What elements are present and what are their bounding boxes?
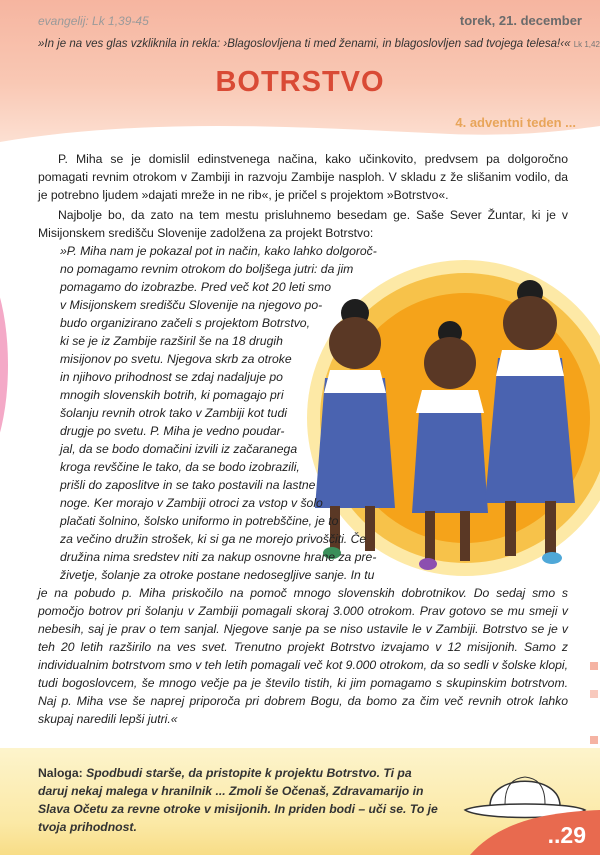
gospel-quote-ref: Lk 1,42 — [573, 40, 600, 49]
quote-line: in njihovo prihodnost se zdaj nadaljuje po — [60, 370, 283, 384]
quote-line: v Misijonskem središču Slovenije na njegovo po- — [60, 298, 323, 312]
quote-line: za večino družin strošek, ki si ga ne morejo privoščiti. Če — [60, 532, 367, 546]
quote-line: šolanju revnih otrok tako v Zambiji kot tudi — [60, 406, 287, 420]
deco-square — [590, 662, 598, 670]
quote-line: prišli do zaposlitve in se tako postavili na lastne — [60, 478, 316, 492]
quote-line: plačati šolnino, šolsko uniformo in potrebščine, je to — [60, 514, 339, 528]
quote-continuation: je na pobudo p. Miha priskočilo na pomoč mnogo slovenskih dobrotnikov. Do sedaj smo s pomočjo botrov pri šolanju v Zambiji pomagali skoraj 3.000 otrokom. Prav gotovo se mu smeji v nebesih, saj je prav o tem sanjal. Njegove sanje pa se niso ustavile le v Zambiji. Botrstvo se je v teh 20 letih razširilo na ves svet. Trenutno projekt Botrstvo izvajamo v 12 misijonih. Samo z individualnim botrstvom smo v teh letih pomagali več kot 9.000 otrokom, da so sedli v šolske klopi, tudi bogoslovcem, še mnogo večje pa je število tistih, ki jim pomagamo s skupinskim botrstvom. Naj p. Miha vse še naprej priporoča pri dobrem Bogu, da bomo za čim več revnih otrok lahko skupaj naredili lepši jutri.« — [38, 586, 568, 726]
task-box — [38, 764, 438, 836]
page-title: BOTRSTVO — [215, 66, 385, 98]
paragraph-1: P. Miha se je domislil edinstvenega načina, kako učinkovito, predvsem pa dolgoročno pomagati revnim otrokom v Zambiji in razvoju Zambije nasploh. V skladu z že slišanim vodilo, da je potrebno ljudem »dajati mreže in ne rib«, je pričel s projektom »Botrstvo«. — [38, 152, 568, 202]
advent-week: 4. adventni teden ... — [455, 115, 576, 130]
deco-square — [590, 736, 598, 744]
quote-line: živetje, šolanje za otroke postane nedosegljive sanje. In tu — [60, 568, 375, 582]
task-label: Naloga: — [38, 766, 83, 780]
deco-square — [590, 690, 598, 698]
paragraph-2: Najbolje bo, da zato na tem mestu prisluhnemo besedam ge. Saše Sever Žuntar, ki je v Misijonskem središču Slovenije zadolžena za projekt Botrstvo: — [38, 208, 568, 240]
date: torek, 21. december — [459, 13, 582, 28]
quote-line: kroga revščine le tako, da se bodo izobrazili, — [60, 460, 300, 474]
gospel-quote — [38, 38, 600, 50]
gospel-reference: evangelij: Lk 1,39-45 — [38, 14, 149, 28]
quote-line: no pomagamo revnim otrokom do boljšega jutri: da jim — [60, 262, 354, 276]
task-text: Spodbudi starše, da pristopite k projektu Botrstvo. Ti pa daruj nekaj malega v hranilnik ... Zmoli še Očenaš, Zdravamarijo in Slava Očetu za revne otroke v misijonih. In priden bodi – uči se. To je tvoja prihodnost. — [38, 766, 438, 834]
quote-line: ki se je iz Zambije razširil še na 18 drugih — [60, 334, 283, 348]
left-decoration — [0, 245, 20, 485]
gospel-quote-text: »In je na ves glas vzkliknila in rekla: ›Blagoslovljena ti med ženami, in blagoslovljen sad tvojega telesa!‹« — [38, 38, 571, 50]
quote-line: pomagamo do izobrazbe. Pred več kot 20 leti smo — [60, 280, 331, 294]
quote-line: budo organizirano začeli s projektom Botrstvo, — [60, 316, 310, 330]
page-number: ..29 — [547, 822, 586, 848]
quote-line: drugje po svetu. P. Miha je vedno poudar- — [60, 424, 285, 438]
quote-line: noge. Ker morajo v Zambiji otroci za vstop v šolo — [60, 496, 323, 510]
quote-line: »P. Miha nam je pokazal pot in način, kako lahko dolgoroč- — [60, 244, 377, 258]
quote-line: mnogih slovenskih botrih, ki pomagajo pri — [60, 388, 284, 402]
quote-line: družina nima sredstev niti za nakup osnovne hrane za pre- — [60, 550, 377, 564]
quote-line: misijonov po svetu. Njegova skrb za otroke — [60, 352, 292, 366]
quote-line: jal, da se bodo domačini izvili iz začaranega — [60, 442, 298, 456]
